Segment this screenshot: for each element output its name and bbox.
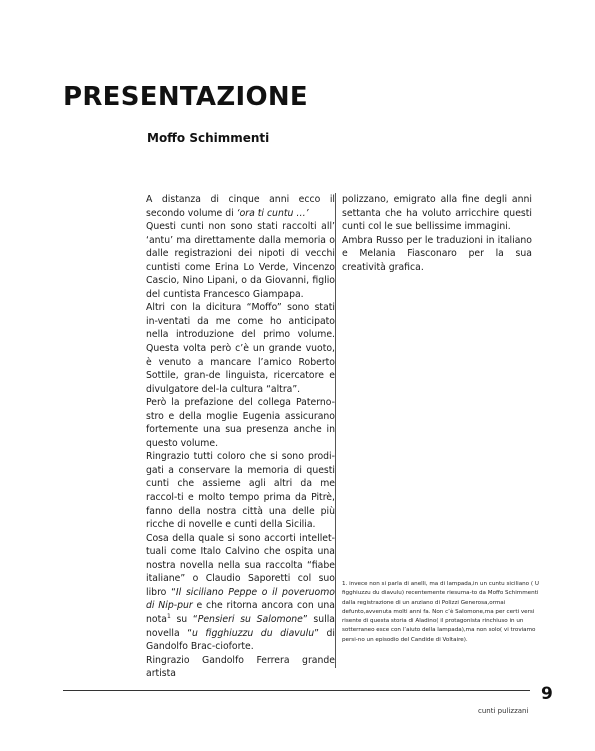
paragraph [146, 193, 335, 220]
footnote-ref: 1 [166, 612, 171, 620]
text-run: Altri con la dicitura “Moffo” sono stati in-ventati da me come ho anticipato nella introduzione del primo volume. Questa volta però c’è un grande vuoto, è venuto a mancare l’amico Roberto Sottile, gran-de linguista, ricercatore e divulgatore del-la cultura “altra”. [146, 302, 335, 395]
author-name: Moffo Schimmenti [147, 131, 270, 145]
paragraph [146, 396, 335, 450]
italic-text: Il siciliano Peppe o il poveruomo di Nip-pur [146, 586, 335, 612]
text-run: ” sulla novella “ [146, 613, 335, 639]
page-title: PRESENTAZIONE [63, 82, 308, 112]
footnote-text: 1. invece non si parla di anelli, ma di lampada,in un cuntu siciliano ( U figghiuzzu du diavulu) recentemente riesuma-to da Moffo Schimmenti dalla registrazione di un anziano di Polizzi Generosa,ormai defunto,avvenuta molti anni fa. Non c’è Salomone,ma per certi versi risente di questa storia di Aladino( il protagonista rinchiuso in un sotterraneo esce con l’aiuto della lampada),ma non solo( vi troviamo persi-no un episodio del Candide di Voltaire). [342, 581, 539, 643]
paragraph [146, 301, 335, 396]
text-run: Ambra Russo per le traduzioni in italiano e Melania Fiasconaro per la sua creatività grafica. [342, 234, 532, 273]
paragraph [342, 234, 532, 275]
text-run: Ringrazio tutti coloro che si sono prodi-gati a conservare la memoria di questi cunti che assieme agli altri da me raccol-ti e molto tempo prima da Pitrè, fanno della nostra città una delle più ricche di novelle e cunti della Sicilia. [146, 451, 335, 531]
paragraph [146, 450, 335, 531]
text-run: polizzano, emigrato alla fine degli anni settanta che ha voluto arricchire questi cunti col le sue bellissime immagini. [342, 194, 532, 233]
column-divider [335, 193, 336, 668]
text-run: su “ [170, 613, 198, 625]
footer-rule [63, 690, 530, 691]
body-column-right [342, 193, 532, 274]
text-run: Però la prefazione del collega Paterno-stro e della moglie Eugenia assicurano fortemente una sua presenza anche in questo volume. [146, 397, 335, 449]
paragraph [146, 532, 335, 654]
running-head: cunti pulizzani [478, 707, 529, 715]
paragraph [342, 193, 532, 234]
paragraph [146, 220, 335, 301]
body-column-left [146, 193, 335, 681]
text-run: Ringrazio Gandolfo Ferrera grande artista [146, 654, 335, 680]
paragraph [146, 654, 335, 681]
text-run: e che ritorna ancora con una nota [146, 600, 335, 625]
italic-text: Pensieri su Salomone [197, 613, 303, 625]
text-run: Questi cunti non sono stati raccolti all’ ‘antu’ ma direttamente dalla memoria o dalle registrazioni dei nipoti di vecchi cuntisti come Erina Lo Verde, Vincenzo Cascio, Nino Lipani, o da Giovanni, figlio del cuntista Francesco Giampapa. [146, 221, 335, 300]
text-run: A distanza di cinque anni ecco il secondo volume di [146, 194, 335, 219]
text-run: ” di Gandolfo Brac-cioforte. [146, 627, 335, 653]
text-run: Cosa della quale si sono accorti intellet-tuali come Italo Calvino che ospita una nostra novella nella sua raccolta “fiabe italiane” o Claudio Saporetti col suo libro “ [146, 532, 335, 598]
italic-text: u figghiuzzu du diavulu [192, 627, 315, 639]
italic-text: ‘ora ti cuntu …’ [236, 207, 309, 219]
footnote [342, 580, 540, 645]
page-number: 9 [541, 684, 553, 704]
